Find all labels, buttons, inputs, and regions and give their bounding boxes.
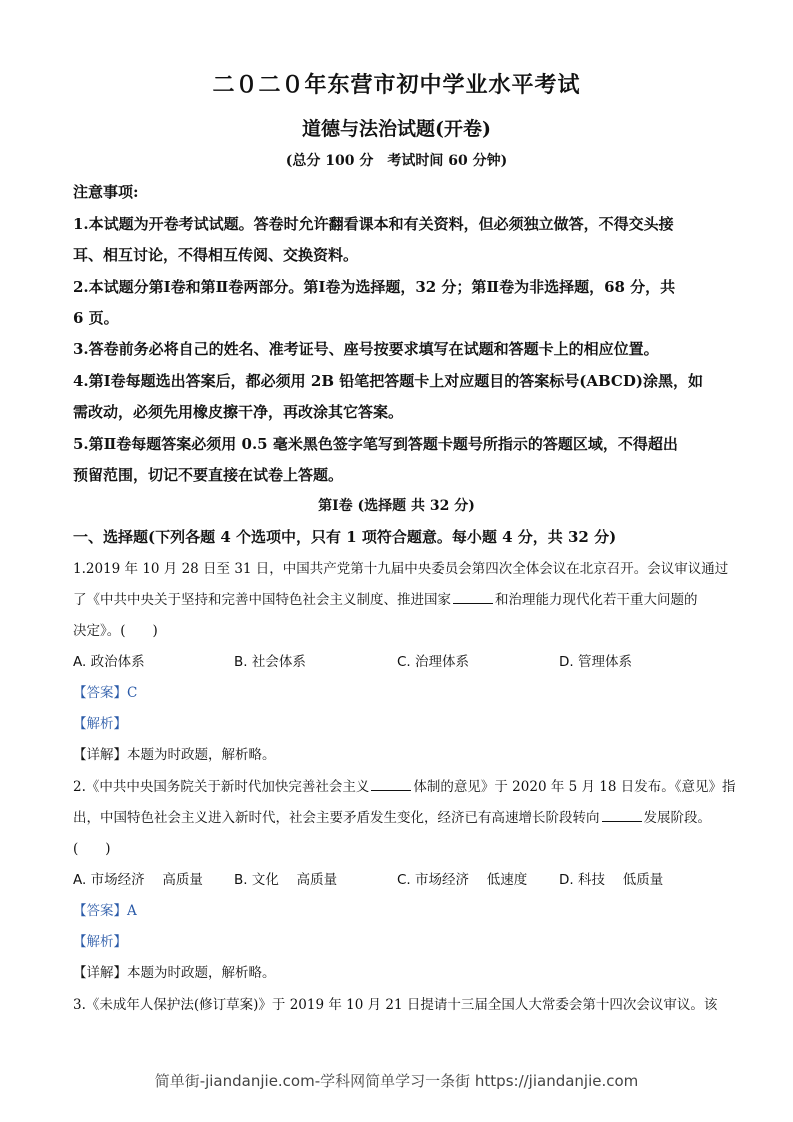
q1-analysis: 【解析】 [73, 716, 127, 732]
notice-line: 耳、相互讨论，不得相互传阅、交换资料。 [73, 246, 359, 264]
exam-info: (总分 100 分 考试时间 60 分钟) [285, 153, 508, 169]
q1-answer: 【答案】C [73, 685, 138, 701]
exam-title: 二０二０年东营市初中学业水平考试 [212, 72, 581, 98]
fill-blank [602, 809, 642, 822]
fill-blank [453, 591, 493, 604]
q2-stem-part: 2.《中共中央国务院关于新时代加快完善社会主义 [73, 779, 370, 795]
q1-option-b: B. 社会体系 [234, 654, 306, 670]
q1-stem-part: 了《中共中央关于坚持和完善中国特色社会主义制度、推进国家 [73, 592, 451, 608]
notice-line: 5.第Ⅱ卷每题答案必须用 0.5 毫米黑色签字笔写到答题卡题号所指示的答题区域，不得超出 [73, 435, 678, 453]
section-title: 第Ⅰ卷 (选择题 共 32 分) [318, 498, 475, 514]
q1-detail: 【详解】本题为时政题，解析略。 [73, 747, 276, 763]
q1-option-d: D. 管理体系 [559, 654, 632, 670]
q1-stem-line: 决定》。( ) [73, 623, 158, 639]
q2-stem-part: 体制的意见》于 2020 年 5 月 18 日发布。《意见》指 [413, 779, 736, 795]
notice-line: 4.第Ⅰ卷每题选出答案后，都必须用 2B 铅笔把答题卡上对应题目的答案标号(ABCD)涂黑，如 [73, 372, 703, 390]
notice-line: 预留范围，切记不要直接在试卷上答题。 [73, 466, 344, 484]
notice-line: 6 页。 [73, 309, 119, 327]
q1-stem-part: 和治理能力现代化若干重大问题的 [495, 592, 698, 608]
q2-detail: 【详解】本题为时政题，解析略。 [73, 965, 276, 981]
q2-answer: 【答案】A [73, 903, 137, 919]
q2-stem-part: 发展阶段。 [643, 810, 711, 826]
q2-stem-line [73, 775, 736, 795]
q2-analysis: 【解析】 [73, 934, 127, 950]
q2-stem-line: ( ) [73, 841, 111, 857]
q2-option-d: D. 科技 低质量 [559, 872, 664, 888]
notice-line: 3.答卷前务必将自己的姓名、准考证号、座号按要求填写在试题和答题卡上的相应位置。 [73, 340, 659, 358]
section-part: 一、选择题(下列各题 4 个选项中，只有 1 项符合题意。每小题 4 分，共 32 分) [73, 528, 617, 546]
q2-stem-part: 出，中国特色社会主义进入新时代，社会主要矛盾发生变化，经济已有高速增长阶段转向 [73, 810, 600, 826]
q2-stem-line [73, 806, 711, 826]
q2-option-a: A. 市场经济 高质量 [73, 872, 203, 888]
notice-heading: 注意事项: [73, 183, 139, 201]
fill-blank [371, 778, 411, 791]
exam-subtitle: 道德与法治试题(开卷) [302, 118, 491, 140]
q1-option-c: C. 治理体系 [397, 654, 470, 670]
page-footer: 简单街-jiandanjie.com-学科网简单学习一条街 https://jiandanjie.com [154, 1072, 639, 1090]
notice-line: 2.本试题分第Ⅰ卷和第Ⅱ卷两部分。第Ⅰ卷为选择题，32 分；第Ⅱ卷为非选择题，68 分，共 [73, 278, 676, 296]
q1-option-a: A. 政治体系 [73, 654, 145, 670]
q3-stem-line: 3.《未成年人保护法(修订草案)》于 2019 年 10 月 21 日提请十三届全国人大常委会第十四次会议审议。该 [73, 997, 718, 1013]
q2-option-b: B. 文化 高质量 [234, 872, 338, 888]
q1-stem-line: 1.2019 年 10 月 28 日至 31 日，中国共产党第十九届中央委员会第四次全体会议在北京召开。会议审议通过 [73, 561, 729, 577]
q2-option-c: C. 市场经济 低速度 [397, 872, 528, 888]
notice-line: 需改动，必须先用橡皮擦干净，再改涂其它答案。 [73, 403, 404, 421]
q1-stem-line [73, 588, 698, 608]
notice-line: 1.本试题为开卷考试试题。答卷时允许翻看课本和有关资料，但必须独立做答，不得交头接 [73, 215, 674, 233]
